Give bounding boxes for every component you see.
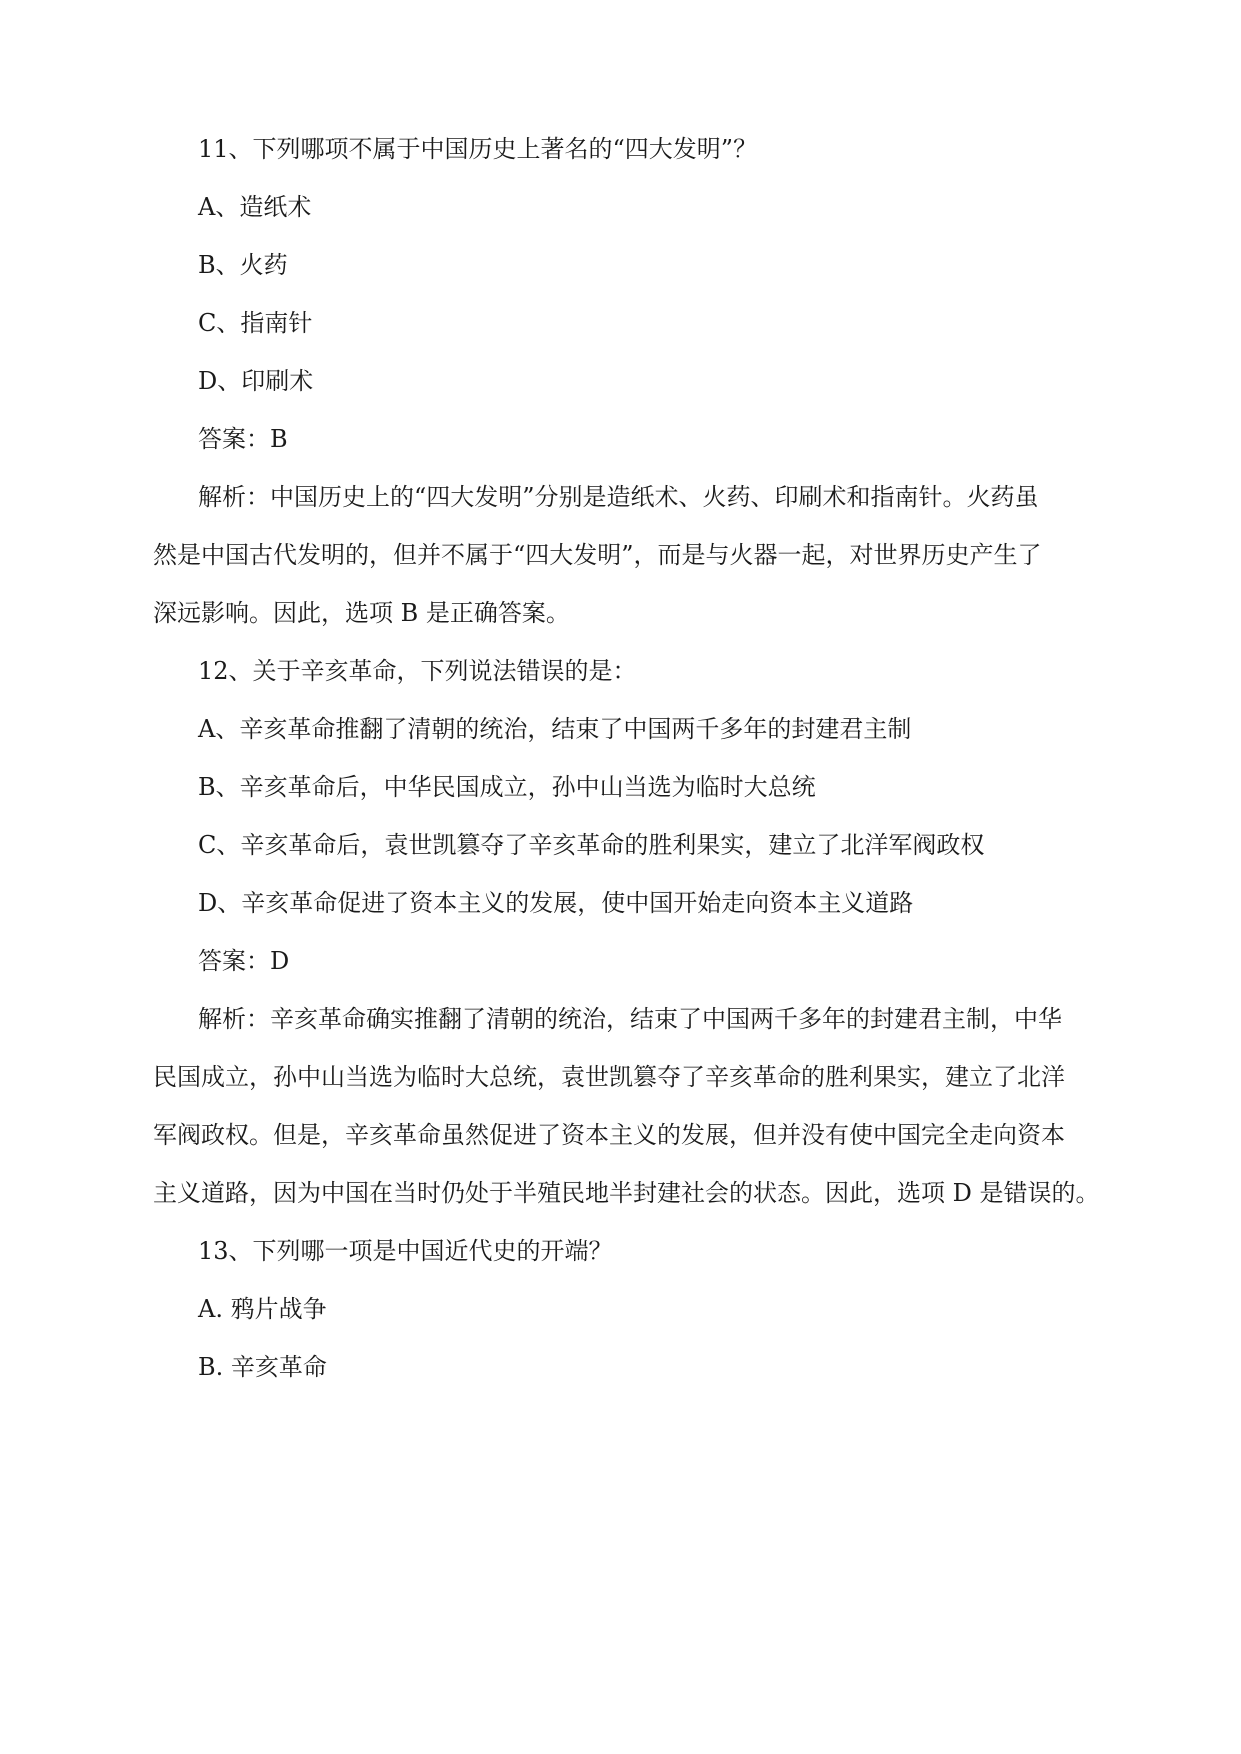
- question-11-option-a: A、造纸术: [198, 193, 312, 221]
- question-11-analysis-line-1: 解析：中国历史上的“四大发明”分别是造纸术、火药、印刷术和指南针。火药虽: [198, 483, 1039, 511]
- question-12-analysis-line-3: 军阀政权。但是，辛亥革命虽然促进了资本主义的发展，但并没有使中国完全走向资本: [153, 1121, 1065, 1149]
- question-12-analysis-line-2: 民国成立，孙中山当选为临时大总统，袁世凯篡夺了辛亥革命的胜利果实，建立了北洋: [153, 1063, 1065, 1091]
- question-11-stem: 11、下列哪项不属于中国历史上著名的“四大发明”？: [198, 135, 758, 163]
- question-11-analysis-line-3: 深远影响。因此，选项 B 是正确答案。: [153, 599, 570, 627]
- question-13-stem: 13、下列哪一项是中国近代史的开端？: [198, 1237, 613, 1265]
- question-11-option-d: D、印刷术: [198, 367, 314, 395]
- question-12-option-a: A、辛亥革命推翻了清朝的统治，结束了中国两千多年的封建君主制: [198, 715, 912, 743]
- question-12-analysis-line-1: 解析：辛亥革命确实推翻了清朝的统治，结束了中国两千多年的封建君主制，中华: [198, 1005, 1062, 1033]
- question-11-option-b: B、火药: [198, 251, 288, 279]
- question-12-stem: 12、关于辛亥革命，下列说法错误的是：: [198, 657, 637, 685]
- question-11-analysis-line-2: 然是中国古代发明的，但并不属于“四大发明”，而是与火器一起，对世界历史产生了: [153, 541, 1042, 569]
- question-13-option-a: A. 鸦片战争: [198, 1295, 327, 1323]
- question-11-option-c: C、指南针: [198, 309, 313, 337]
- question-12-answer: 答案：D: [198, 947, 290, 975]
- question-11-answer: 答案：B: [198, 425, 288, 453]
- question-12-option-c: C、辛亥革命后，袁世凯篡夺了辛亥革命的胜利果实，建立了北洋军阀政权: [198, 831, 985, 859]
- question-13-option-b: B. 辛亥革命: [198, 1353, 327, 1381]
- question-12-analysis-line-4: 主义道路，因为中国在当时仍处于半殖民地半封建社会的状态。因此，选项 D 是错误的。: [153, 1179, 1100, 1207]
- question-12-option-b: B、辛亥革命后，中华民国成立，孙中山当选为临时大总统: [198, 773, 816, 801]
- question-12-option-d: D、辛亥革命促进了资本主义的发展，使中国开始走向资本主义道路: [198, 889, 914, 917]
